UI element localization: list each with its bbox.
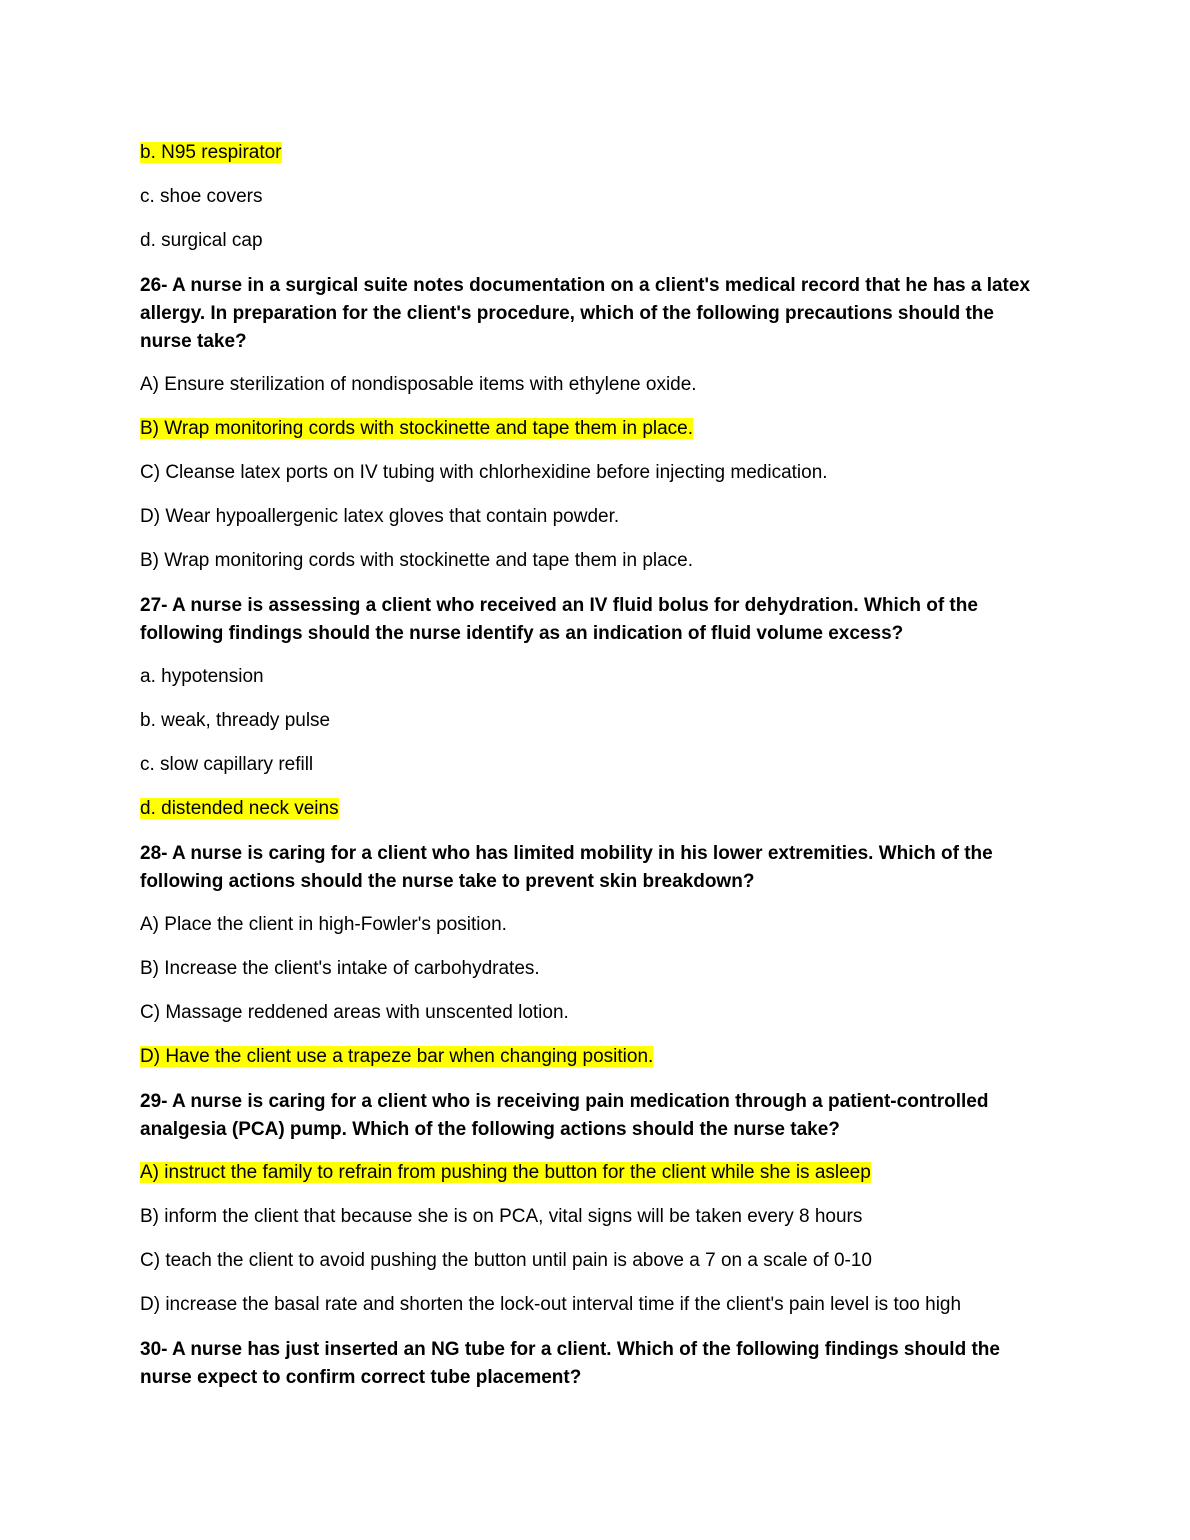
answer-option-text: a. hypotension <box>140 666 264 687</box>
answer-option <box>140 372 1050 398</box>
answer-option <box>140 416 1050 442</box>
answer-option <box>140 796 1050 822</box>
answer-option-text: A) instruct the family to refrain from pushing the button for the client while she is asleep <box>140 1162 871 1183</box>
answer-option <box>140 1204 1050 1230</box>
answer-option <box>140 708 1050 734</box>
answer-option <box>140 912 1050 938</box>
answer-option <box>140 504 1050 530</box>
answer-option-text: B) inform the client that because she is on PCA, vital signs will be taken every 8 hours <box>140 1206 863 1227</box>
answer-option-text: A) Place the client in high-Fowler's position. <box>140 914 507 935</box>
question-27: 27- A nurse is assessing a client who received an IV fluid bolus for dehydration. Which of the following findings should the nurse identify as an indication of fluid volume excess? <box>140 595 978 644</box>
answer-option-text: c. shoe covers <box>140 186 263 207</box>
answer-option-text: D) Have the client use a trapeze bar when changing position. <box>140 1046 654 1067</box>
answer-option <box>140 184 1050 210</box>
answer-option <box>140 752 1050 778</box>
document-page <box>140 140 1050 1408</box>
answer-option <box>140 1000 1050 1026</box>
answer-option-text: C) Massage reddened areas with unscented lotion. <box>140 1002 569 1023</box>
answer-option-text: d. distended neck veins <box>140 798 339 819</box>
answer-option <box>140 664 1050 690</box>
answer-option-text: b. N95 respirator <box>140 142 282 163</box>
answer-option-text: A) Ensure sterilization of nondisposable items with ethylene oxide. <box>140 374 697 395</box>
answer-option <box>140 228 1050 254</box>
answer-option <box>140 956 1050 982</box>
answer-option <box>140 1248 1050 1274</box>
answer-option <box>140 1160 1050 1186</box>
answer-option <box>140 1044 1050 1070</box>
answer-option-text: B) Wrap monitoring cords with stockinette and tape them in place. <box>140 550 694 571</box>
answer-option-text: D) Wear hypoallergenic latex gloves that contain powder. <box>140 506 620 527</box>
answer-option <box>140 460 1050 486</box>
question-30: 30- A nurse has just inserted an NG tube for a client. Which of the following findings should the nurse expect to confirm correct tube placement? <box>140 1339 1000 1388</box>
answer-option-text: B) Increase the client's intake of carbohydrates. <box>140 958 540 979</box>
question-26: 26- A nurse in a surgical suite notes documentation on a client's medical record that he has a latex allergy. In preparation for the client's procedure, which of the following precautions should the nurse take? <box>140 275 1031 352</box>
answer-option-text: B) Wrap monitoring cords with stockinette and tape them in place. <box>140 418 694 439</box>
answer-option-text: D) increase the basal rate and shorten the lock-out interval time if the client's pain level is too high <box>140 1294 962 1315</box>
answer-option <box>140 1292 1050 1318</box>
answer-option-text: C) teach the client to avoid pushing the button until pain is above a 7 on a scale of 0-10 <box>140 1250 872 1271</box>
answer-option-text: c. slow capillary refill <box>140 754 314 775</box>
question-29: 29- A nurse is caring for a client who is receiving pain medication through a patient-controlled analgesia (PCA) pump. Which of the following actions should the nurse take? <box>140 1091 989 1140</box>
answer-option-text: b. weak, thready pulse <box>140 710 331 731</box>
answer-option-text: d. surgical cap <box>140 230 263 251</box>
answer-option <box>140 140 1050 166</box>
answer-option-text: C) Cleanse latex ports on IV tubing with chlorhexidine before injecting medication. <box>140 462 828 483</box>
question-28: 28- A nurse is caring for a client who has limited mobility in his lower extremities. Which of the following actions should the nurse take to prevent skin breakdown? <box>140 843 993 892</box>
answer-option <box>140 548 1050 574</box>
